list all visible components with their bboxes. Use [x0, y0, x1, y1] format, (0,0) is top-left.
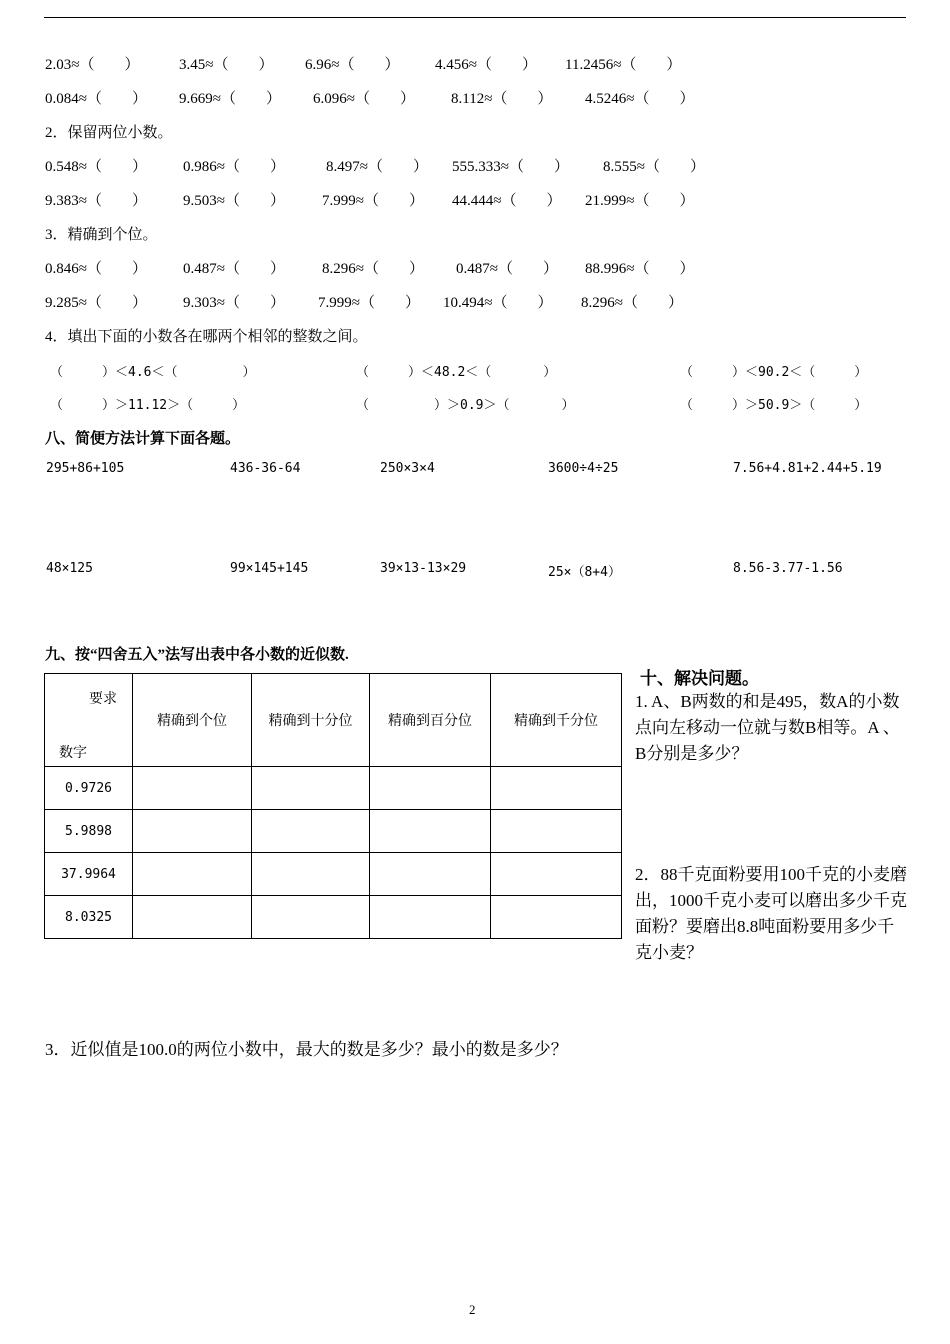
calc-item: 48×125 — [46, 561, 93, 576]
exercise-item: （ ）＞0.9＞（ ） — [356, 398, 575, 413]
calc-item: 39×13-13×29 — [380, 561, 467, 576]
exercise-item: 8.296≈（ ） — [581, 295, 683, 311]
answer-cell[interactable] — [370, 853, 491, 896]
answer-cell[interactable] — [133, 767, 252, 810]
answer-cell[interactable] — [133, 896, 252, 939]
q3-label: 3．精确到个位。 — [45, 227, 158, 243]
exercise-item: 3.45≈（ ） — [179, 57, 274, 73]
page-number: 2 — [469, 1302, 476, 1317]
answer-cell[interactable] — [252, 896, 370, 939]
q4-label: 4．填出下面的小数各在哪两个相邻的整数之间。 — [45, 329, 368, 345]
answer-cell[interactable] — [252, 767, 370, 810]
column-header: 精确到个位 — [133, 674, 252, 767]
answer-cell[interactable] — [370, 896, 491, 939]
exercise-item: 7.999≈（ ） — [322, 193, 424, 209]
table-row — [45, 767, 622, 810]
row-number: 37.9964 — [45, 853, 133, 896]
answer-cell[interactable] — [133, 853, 252, 896]
calc-item: 25×（8+4） — [548, 565, 621, 580]
answer-cell[interactable] — [491, 896, 622, 939]
exercise-item: 8.112≈（ ） — [451, 91, 553, 107]
approximation-table — [44, 673, 622, 939]
exercise-item: 11.2456≈（ ） — [565, 57, 682, 73]
exercise-item: （ ）＜48.2＜（ ） — [356, 365, 557, 380]
table-row — [45, 896, 622, 939]
exercise-item: 88.996≈（ ） — [585, 261, 695, 277]
exercise-item: 44.444≈（ ） — [452, 193, 562, 209]
exercise-item: 0.846≈（ ） — [45, 261, 147, 277]
calc-item: 250×3×4 — [380, 461, 435, 476]
exercise-item: 0.548≈（ ） — [45, 159, 147, 175]
calc-item: 295+86+105 — [46, 461, 125, 476]
exercise-item: 9.503≈（ ） — [183, 193, 285, 209]
exercise-item: 6.096≈（ ） — [313, 91, 415, 107]
answer-cell[interactable] — [133, 810, 252, 853]
part9-title: 九、按“四舍五入”法写出表中各小数的近似数. — [45, 647, 349, 663]
exercise-item: （ ）＞50.9＞（ ） — [680, 398, 868, 413]
problem-2: 2．88千克面粉要用100千克的小麦磨出，1000千克小麦可以磨出多少千克面粉？要磨出8.8吨面粉要用多少千克小麦？ — [635, 865, 907, 962]
exercise-item: （ ）＜4.6＜（ ） — [50, 365, 256, 380]
exercise-item: 6.96≈（ ） — [305, 57, 400, 73]
answer-cell[interactable] — [491, 853, 622, 896]
exercise-item: 2.03≈（ ） — [45, 57, 140, 73]
exercise-item: 0.487≈（ ） — [183, 261, 285, 277]
problem-1: 1. A、B两数的和是495，数A的小数点向左移动一位就与数B相等。A 、B分别是多少？ — [635, 692, 900, 763]
answer-cell[interactable] — [252, 853, 370, 896]
exercise-item: 10.494≈（ ） — [443, 295, 553, 311]
answer-cell[interactable] — [370, 767, 491, 810]
table-row — [45, 810, 622, 853]
exercise-item: 8.296≈（ ） — [322, 261, 424, 277]
part10-title: 十、解决问题。 — [640, 669, 759, 688]
exercise-item: 9.383≈（ ） — [45, 193, 147, 209]
exercise-item: 7.999≈（ ） — [318, 295, 420, 311]
row-number: 8.0325 — [45, 896, 133, 939]
exercise-item: 4.5246≈（ ） — [585, 91, 695, 107]
corner-top-label: 要求 — [89, 692, 117, 707]
exercise-item: 0.487≈（ ） — [456, 261, 558, 277]
problem-3: 3．近似值是100.0的两位小数中，最大的数是多少？最小的数是多少？ — [45, 1040, 568, 1059]
top-rule — [44, 17, 906, 18]
exercise-item: 8.497≈（ ） — [326, 159, 428, 175]
q2-label: 2．保留两位小数。 — [45, 125, 173, 141]
exercise-item: 9.303≈（ ） — [183, 295, 285, 311]
table-corner-cell — [45, 674, 133, 767]
exercise-item: 8.555≈（ ） — [603, 159, 705, 175]
row-number: 0.9726 — [45, 767, 133, 810]
calc-item: 8.56-3.77-1.56 — [733, 561, 843, 576]
calc-item: 436-36-64 — [230, 461, 301, 476]
exercise-item: 4.456≈（ ） — [435, 57, 537, 73]
exercise-item: 0.986≈（ ） — [183, 159, 285, 175]
exercise-item: 21.999≈（ ） — [585, 193, 695, 209]
exercise-item: 0.084≈（ ） — [45, 91, 147, 107]
exercise-item: 555.333≈（ ） — [452, 159, 569, 175]
column-header: 精确到十分位 — [252, 674, 370, 767]
exercise-item: （ ）＞11.12＞（ ） — [50, 398, 246, 413]
corner-bottom-label: 数字 — [59, 746, 87, 761]
column-header: 精确到千分位 — [491, 674, 622, 767]
calc-item: 7.56+4.81+2.44+5.19 — [733, 461, 882, 476]
answer-cell[interactable] — [252, 810, 370, 853]
calc-item: 99×145+145 — [230, 561, 309, 576]
row-number: 5.9898 — [45, 810, 133, 853]
column-header: 精确到百分位 — [370, 674, 491, 767]
table-row — [45, 853, 622, 896]
exercise-item: 9.669≈（ ） — [179, 91, 281, 107]
calc-item: 3600÷4÷25 — [548, 461, 619, 476]
answer-cell[interactable] — [491, 767, 622, 810]
part8-title: 八、简便方法计算下面各题。 — [45, 431, 241, 447]
exercise-item: （ ）＜90.2＜（ ） — [680, 365, 868, 380]
answer-cell[interactable] — [370, 810, 491, 853]
answer-cell[interactable] — [491, 810, 622, 853]
exercise-item: 9.285≈（ ） — [45, 295, 147, 311]
